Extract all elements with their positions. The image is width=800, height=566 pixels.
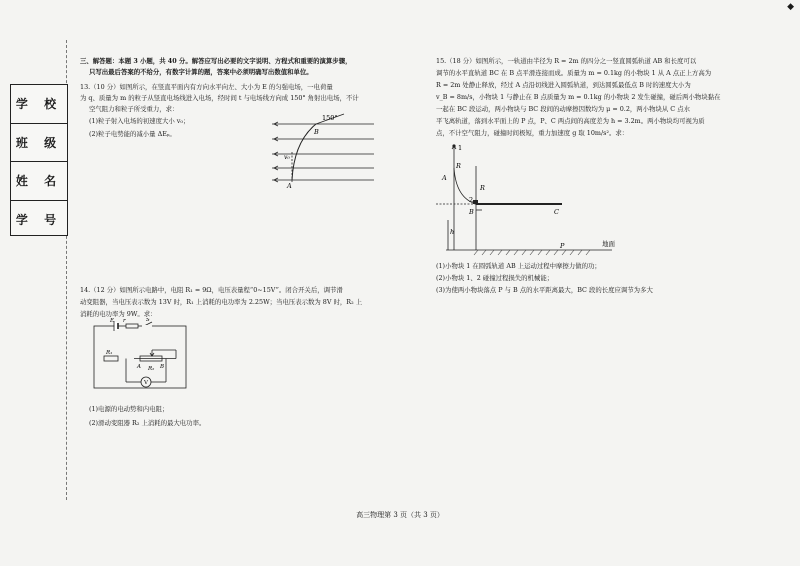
q14-line-1: 14.（12 分）如图所示电路中，电阻 R₁ = 9Ω，电压表量程“0~15V”。闭合开关后，调节滑 — [80, 286, 343, 294]
q14-point-b: B — [160, 364, 165, 370]
q15-point-p: P — [560, 242, 565, 250]
q15-sub2: (2)小物块 1、2 碰撞过程损失的机械能； — [436, 274, 554, 282]
q14-sub2: (2)滑动变阻器 R₂ 上消耗的最大电功率。 — [89, 419, 206, 427]
q14-line-3: 消耗的电功率为 9W。求： — [80, 310, 157, 318]
q15-line-4: v_B = 8m/s，小物块 1 与静止在 B 点质量为 m = 0.1kg 的小物块 2 发生碰撞，碰后两小物块黏在 — [436, 93, 721, 101]
q15-track-figure — [432, 142, 642, 262]
info-id: 学 号 — [15, 212, 63, 227]
q15-label-r-arc: R — [480, 184, 485, 192]
q15-point-a: A — [442, 174, 447, 182]
q13-line-2: 为 q、质量为 m 的粒子从竖直电场线进入电场，经时间 t 与电场线方向成 150° 角射出电场，不计 — [80, 94, 359, 102]
q13-line-1: 13.（10 分）如图所示，在竖直平面内有方向水平向左、大小为 E 的匀强电场，一电荷量 — [80, 83, 333, 91]
q15-line-6: 平飞离轨道，落到水平面上的 P 点，P、C 两点间的高度差为 h = 3.2m。两小物块均可视为质 — [436, 117, 705, 125]
q14-r-label: r — [123, 318, 126, 324]
q14-line-2: 动变阻器，当电压表示数为 13V 时，R₁ 上消耗的电功率为 2.25W；当电压表示数为 8V 时，R₂ 上 — [80, 298, 363, 306]
corner-mark: ◆ — [787, 2, 794, 12]
q15-line-7: 点，不计空气阻力，碰撞时间极短，重力加速度 g 取 10m/s²。求： — [436, 129, 629, 137]
q15-line-5: 一起在 BC 段运动，两小物块与 BC 段间的动摩擦因数均为 μ = 0.2，两小物块从 C 点水 — [436, 105, 690, 113]
page-footer: 高三物理第 3 页（共 3 页） — [356, 511, 444, 519]
section-note: 只写出最后答案的不给分，有数字计算的题，答案中必须明确写出数值和单位。 — [89, 68, 313, 76]
q15-line-2: 调节的水平直轨道 BC 在 B 点平滑连接而成。质量为 m = 0.1kg 的小物块 1 从 A 点正上方高为 — [436, 69, 712, 77]
q14-circuit-figure — [86, 318, 206, 403]
q15-block-1 — [452, 144, 455, 147]
q14-switch-label: S — [146, 318, 150, 323]
q13-point-b: B — [314, 128, 319, 136]
q15-label-1: 1 — [458, 144, 463, 152]
q15-point-b: B — [469, 208, 474, 216]
q15-label-h: h — [450, 228, 455, 236]
q14-sub1: (1)电源的电动势和内电阻； — [89, 405, 169, 413]
q14-emf-label: E — [110, 318, 115, 324]
student-info-box — [10, 84, 68, 236]
q13-point-a: A — [287, 182, 292, 190]
q13-sub1: (1)粒子射入电场的初速度大小 v₀； — [89, 117, 190, 125]
q13-sub2: (2)粒子电势能的减小量 ΔEₚ。 — [89, 130, 176, 138]
q14-r1-label: R₁ — [106, 350, 113, 356]
q14-voltmeter-label: V — [144, 380, 148, 386]
q15-label-r-top: R — [456, 162, 461, 170]
q13-angle-label: 150° — [322, 114, 338, 122]
q14-point-a: A — [137, 364, 141, 370]
info-name: 姓 名 — [11, 162, 67, 201]
q15-point-c: C — [554, 208, 559, 216]
q14-r2-label: R₂ — [148, 366, 155, 372]
info-school: 学 校 — [11, 85, 67, 124]
q13-field-figure — [264, 112, 384, 192]
q15-line-1: 15.（18 分）如图所示，一轨道由半径为 R = 2m 的四分之一竖直圆弧轨道 AB 和长度可以 — [436, 57, 697, 65]
q15-ground-label: 地面 — [602, 240, 615, 248]
q15-block-2 — [473, 200, 478, 204]
q15-line-3: R = 2m 处静止释放，经过 A 点沿切线进入圆弧轨道，到达圆弧最低点 B 时的速度大小为 — [436, 81, 691, 89]
section-title: 三、解答题：本题 3 小题，共 40 分。解答应写出必要的文字说明、方程式和重要的演算步骤， — [80, 57, 352, 65]
info-class: 班 级 — [11, 124, 67, 163]
q15-label-2: 2 — [469, 196, 474, 204]
q13-v0-label: v₀ — [284, 154, 290, 161]
q13-line-3: 空气阻力和粒子所受重力，求： — [89, 105, 179, 113]
q15-sub3: (3)为使两小物块落点 P 与 B 点的水平距离最大，BC 段的长度应调节为多大 — [436, 286, 653, 294]
q15-sub1: (1)小物块 1 在圆弧轨道 AB 上运动过程中摩擦力做的功； — [436, 262, 601, 270]
